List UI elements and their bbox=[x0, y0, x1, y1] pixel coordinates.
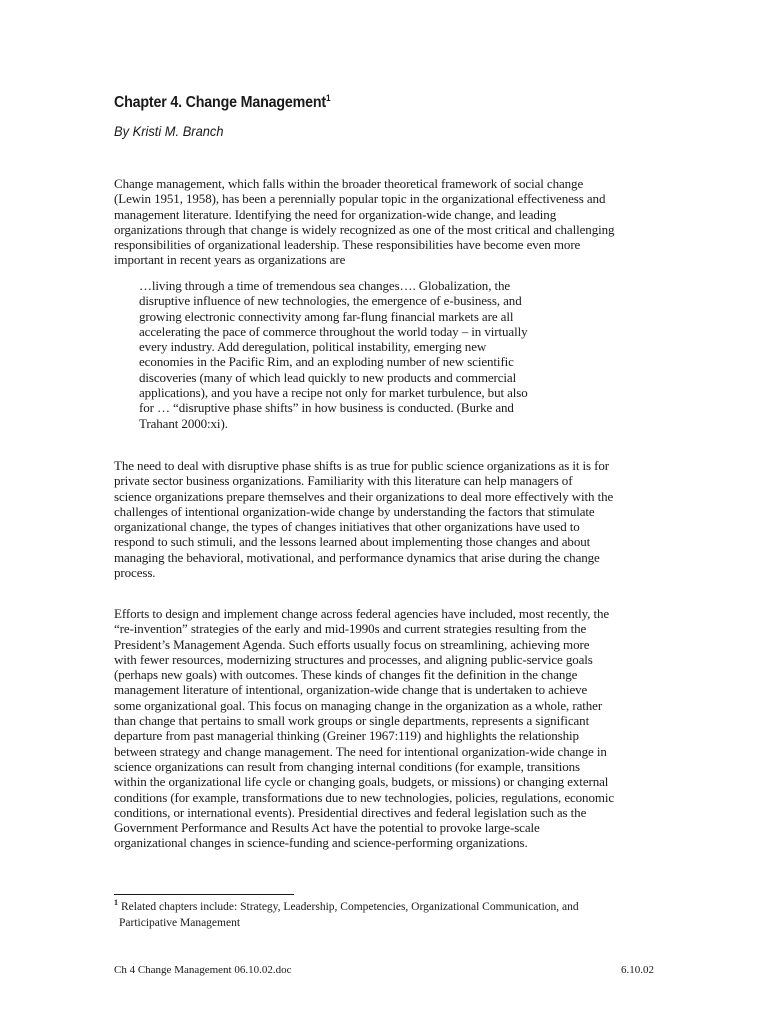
text-line: science organizations prepare themselves and their organizations to deal more effectively with the bbox=[114, 488, 614, 504]
paragraph-3 bbox=[114, 606, 655, 851]
text-line: President’s Management Agenda. Such efforts usually focus on streamlining, achieving more bbox=[114, 636, 590, 652]
text-line: private sector business organizations. Familiarity with this literature can help managers of bbox=[114, 473, 573, 489]
text-line: with fewer resources, modernizing structures and processes, and aligning public-service goals bbox=[114, 651, 593, 667]
quote-line: growing electronic connectivity among far-flung financial markets are all bbox=[139, 308, 514, 324]
footnote-line-1 bbox=[114, 900, 579, 916]
text-line: within the organizational life cycle or changing goals, budgets, or missions) or changing external bbox=[114, 774, 609, 790]
text-line: management literature of intentional, organization-wide change that is undertaken to achieve bbox=[114, 682, 588, 698]
text-line: conditions, or international events). Presidential directives and federal legislation such as the bbox=[114, 804, 587, 820]
text-line: organizations through that change is widely recognized as one of the most critical and challenging bbox=[114, 221, 615, 237]
footnote-reference[interactable]: 1 bbox=[325, 92, 331, 103]
text-line: science organizations can result from changing internal conditions (for example, transitions bbox=[114, 758, 580, 774]
text-line: Change management, which falls within the broader theoretical framework of social change bbox=[114, 176, 584, 191]
author-byline: By Kristi M. Branch bbox=[114, 123, 224, 139]
text-line: than change that pertains to small work groups or single departments, represents a significant bbox=[114, 713, 590, 729]
text-line: (Lewin 1951, 1958), has been a perennially popular topic in the organizational effectiveness and bbox=[114, 191, 606, 207]
chapter-heading bbox=[114, 94, 330, 112]
footnote bbox=[114, 900, 579, 931]
footer-date: 6.10.02 bbox=[621, 964, 654, 976]
text-line: Efforts to design and implement change across federal agencies have included, most recently, the bbox=[114, 606, 610, 621]
text-line: departure from past managerial thinking (Greiner 1967:119) and highlights the relationship bbox=[114, 728, 579, 744]
quote-line: discoveries (many of which lead quickly to new products and commercial bbox=[139, 369, 517, 385]
text-line: Government Performance and Results Act have the potential to provoke large-scale bbox=[114, 820, 540, 836]
footnote-text: Related chapters include: Strategy, Leadership, Competencies, Organizational Communication, and bbox=[121, 901, 579, 913]
footnote-mark: 1 bbox=[114, 898, 118, 908]
paragraph-1 bbox=[114, 176, 655, 268]
text-line: process. bbox=[114, 565, 156, 581]
text-line: organizational changes in science-funding and science-performing organizations. bbox=[114, 835, 528, 851]
chapter-title: Chapter 4. Change Management bbox=[114, 94, 326, 111]
text-line: management literature. Identifying the need for organization-wide change, and leading bbox=[114, 206, 557, 222]
text-line: responsibilities of organizational leadership. These responsibilities have become even more bbox=[114, 237, 581, 253]
quote-line: disruptive influence of new technologies, the emergence of e-business, and bbox=[139, 293, 522, 309]
block-quote bbox=[139, 278, 569, 431]
text-line: (perhaps new goals) with outcomes. These kinds of changes fit the definition in the change bbox=[114, 667, 578, 683]
quote-line: Trahant 2000:xi). bbox=[139, 415, 228, 431]
footnote-line-2: Participative Management bbox=[119, 916, 241, 929]
footnote-separator bbox=[114, 894, 294, 895]
text-line: The need to deal with disruptive phase shifts is as true for public science organizations as it is for bbox=[114, 458, 609, 473]
text-line: some organizational goal. This focus on managing change in the organization as a whole, rather bbox=[114, 697, 603, 713]
text-line: challenges of intentional organization-wide change by understanding the factors that stimulate bbox=[114, 503, 595, 519]
text-line: conditions (for example, transformations due to new technologies, policies, regulations, economic bbox=[114, 789, 615, 805]
quote-line: applications), and you have a recipe not only for market turbulence, but also bbox=[139, 385, 528, 401]
quote-line: for … “disruptive phase shifts” in how business is conducted. (Burke and bbox=[139, 400, 514, 416]
text-line: important in recent years as organizations are bbox=[114, 252, 346, 268]
text-line: managing the behavioral, motivational, and performance dynamics that arise during the change bbox=[114, 549, 600, 565]
text-line: “re-invention” strategies of the early and mid-1990s and current strategies resulting from the bbox=[114, 621, 587, 637]
quote-line: …living through a time of tremendous sea changes…. Globalization, the bbox=[139, 278, 511, 293]
quote-line: every industry. Add deregulation, political instability, emerging new bbox=[139, 339, 487, 355]
text-line: between strategy and change management. The need for intentional organization-wide change in bbox=[114, 743, 607, 759]
paragraph-2 bbox=[114, 458, 655, 580]
quote-line: accelerating the pace of commerce throughout the world today – in virtually bbox=[139, 323, 528, 339]
text-line: organizational change, the types of changes initiatives that other organizations have used to bbox=[114, 519, 580, 535]
footer-filename: Ch 4 Change Management 06.10.02.doc bbox=[114, 964, 292, 976]
text-line: respond to such stimuli, and the lessons learned about implementing those changes and about bbox=[114, 534, 591, 550]
quote-line: economies in the Pacific Rim, and an exploding number of new scientific bbox=[139, 354, 514, 370]
